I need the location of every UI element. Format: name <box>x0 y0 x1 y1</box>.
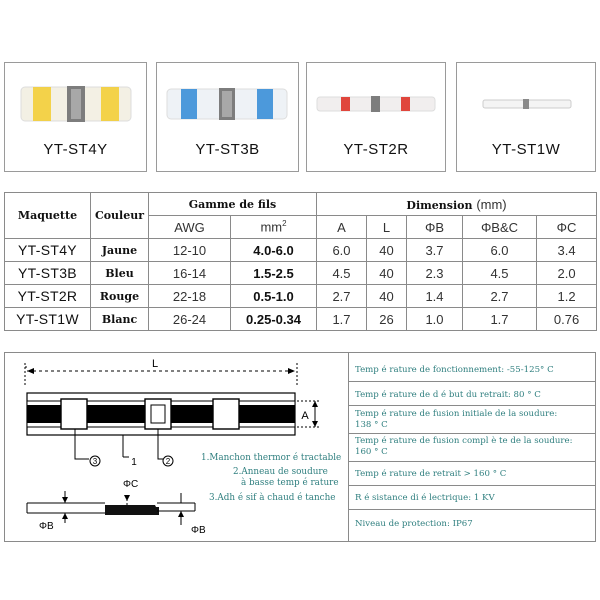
cell-a: 6.0 <box>317 239 367 262</box>
header-dimension: Dimension (mm) <box>317 193 597 216</box>
cell-color: Rouge <box>91 285 149 308</box>
connector-image-white <box>457 71 595 137</box>
cell-a: 2.7 <box>317 285 367 308</box>
header-a: A <box>317 216 367 239</box>
connector-diagram <box>5 353 347 541</box>
cell-phib: 1.0 <box>407 308 463 331</box>
product-model-label: YT-ST3B <box>195 141 260 158</box>
technical-panel <box>4 352 596 542</box>
cell-phib: 3.7 <box>407 239 463 262</box>
table-row <box>5 308 597 331</box>
header-wire-range: Gamme de fils <box>149 193 317 216</box>
cell-l: 26 <box>367 308 407 331</box>
cell-color: Jaune <box>91 239 149 262</box>
product-card-yt-st1w[interactable] <box>456 62 596 172</box>
header-phic: ΦC <box>537 216 597 239</box>
cell-l: 40 <box>367 285 407 308</box>
spec-divider <box>349 509 596 510</box>
header-phibc: ΦB&C <box>463 216 537 239</box>
cell-phibc: 1.7 <box>463 308 537 331</box>
spec-protection: Niveau de protection: IP67 <box>355 519 473 529</box>
cell-phibc: 4.5 <box>463 262 537 285</box>
legend-item-2-cont: à basse temp é rature <box>241 478 339 488</box>
table-row <box>5 285 597 308</box>
cell-phic: 2.0 <box>537 262 597 285</box>
cell-model: YT-ST3B <box>5 262 91 285</box>
spec-table <box>4 192 597 331</box>
spec-operating-temp: Temp é rature de fonctionnement: -55-125° C <box>355 365 554 375</box>
marker-1: 1 <box>131 457 137 468</box>
header-model: Maquette <box>5 193 91 239</box>
spec-solder-full-melt: Temp é rature de fusion compl è te de la soudure: 160 ° C <box>355 436 573 457</box>
label-L: L <box>151 358 159 370</box>
cell-phibc: 6.0 <box>463 239 537 262</box>
label-phiB-left: ΦB <box>39 521 54 532</box>
product-card-yt-st2r[interactable] <box>306 62 446 172</box>
cell-model: YT-ST2R <box>5 285 91 308</box>
product-cards <box>4 62 596 174</box>
cell-mm2: 0.5-1.0 <box>231 285 317 308</box>
product-model-label: YT-ST1W <box>491 141 561 158</box>
spec-dielectric: R é sistance di é lectrique: 1 KV <box>355 493 495 503</box>
spec-shrink-start-temp: Temp é rature de d é but du retrait: 80 ° C <box>355 390 541 400</box>
legend-item-3: 3.Adh é sif à chaud é tanche <box>209 493 336 503</box>
cell-mm2: 4.0-6.0 <box>231 239 317 262</box>
label-phiB-right: ΦB <box>191 525 206 536</box>
label-A: A <box>301 410 309 422</box>
product-card-yt-st3b[interactable] <box>156 62 299 172</box>
table-row <box>5 239 597 262</box>
header-color: Couleur <box>91 193 149 239</box>
cell-mm2: 1.5-2.5 <box>231 262 317 285</box>
connector-image-yellow <box>5 71 146 137</box>
connector-image-red <box>307 71 445 137</box>
spec-divider <box>349 405 596 406</box>
spec-divider <box>349 485 596 486</box>
cell-awg: 22-18 <box>149 285 231 308</box>
legend-item-1: 1.Manchon thermor é tractable <box>201 453 342 463</box>
cell-awg: 16-14 <box>149 262 231 285</box>
cell-model: YT-ST1W <box>5 308 91 331</box>
header-l: L <box>367 216 407 239</box>
cell-l: 40 <box>367 262 407 285</box>
spec-divider <box>349 381 596 382</box>
cell-phibc: 2.7 <box>463 285 537 308</box>
cell-phib: 2.3 <box>407 262 463 285</box>
cell-model: YT-ST4Y <box>5 239 91 262</box>
cell-mm2: 0.25-0.34 <box>231 308 317 331</box>
header-mm2: $mm^2$ <box>231 216 317 239</box>
cell-color: Blanc <box>91 308 149 331</box>
cell-awg: 26-24 <box>149 308 231 331</box>
product-model-label: YT-ST2R <box>343 141 409 158</box>
marker-3: 3 <box>92 457 98 466</box>
legend-item-2: 2.Anneau de soudure <box>233 467 328 477</box>
table-row <box>5 262 597 285</box>
product-model-label: YT-ST4Y <box>43 141 108 158</box>
cell-a: 1.7 <box>317 308 367 331</box>
spec-shrink-temp: Temp é rature de retrait > 160 ° C <box>355 469 507 479</box>
connector-image-blue <box>157 71 298 137</box>
header-awg: AWG <box>149 216 231 239</box>
cell-color: Bleu <box>91 262 149 285</box>
spec-solder-initial-melt: Temp é rature de fusion initiale de la soudure: 138 ° C <box>355 409 558 430</box>
header-phib: ΦB <box>407 216 463 239</box>
cell-phic: 3.4 <box>537 239 597 262</box>
cell-phic: 1.2 <box>537 285 597 308</box>
spec-divider <box>349 433 596 434</box>
label-phiC: ΦC <box>123 479 139 490</box>
cell-a: 4.5 <box>317 262 367 285</box>
product-card-yt-st4y[interactable] <box>4 62 147 172</box>
cell-awg: 12-10 <box>149 239 231 262</box>
cell-l: 40 <box>367 239 407 262</box>
spec-divider <box>349 461 596 462</box>
cell-phib: 1.4 <box>407 285 463 308</box>
marker-2: 2 <box>165 457 171 466</box>
cell-phic: 0.76 <box>537 308 597 331</box>
